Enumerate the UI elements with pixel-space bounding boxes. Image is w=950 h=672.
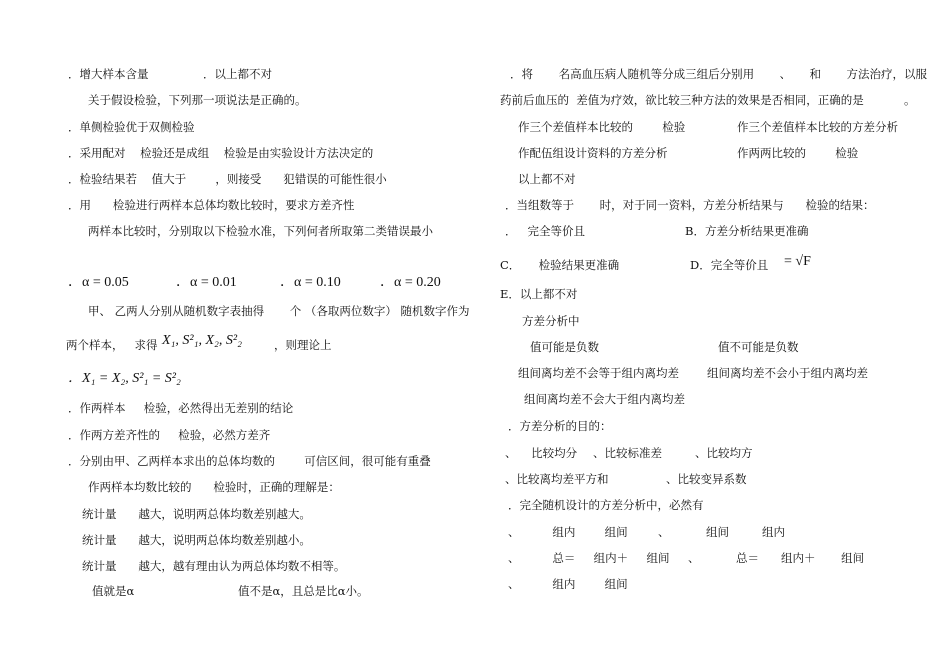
option-p-alpha: 值就是α (92, 584, 135, 598)
option-compare-ms: 、比较均方 (695, 446, 753, 460)
option-diff-test: 作三个差值样本比较的 检验 (518, 120, 686, 134)
option-p-not-alpha: 值不是α，且总是比α小。 (238, 584, 369, 598)
option-equivalent: ． 完全等价且 (505, 224, 585, 238)
option-not-greater: 组间离均差不会大于组内离均差 (524, 392, 685, 406)
question-type2-error: 两样本比较时，分别取以下检验水准，下列何者所取第二类错误最小 (88, 224, 433, 238)
option-within-between: 、 组内 组间 (508, 525, 628, 539)
option-negative: 值可能是负数 (530, 340, 599, 354)
option-none: 以上都不对 (518, 172, 576, 186)
question-crd-anova: ．完全随机设计的方差分析中，必然有 (508, 498, 704, 512)
question-mean-compare: 作两样本均数比较的 检验时，正确的理解是： (88, 480, 340, 494)
option-alpha-010: ．α = 0.10 (280, 275, 341, 290)
option-none-e: E．以上都不对 (500, 287, 578, 301)
option-compare-sd: 、比较标准差 (593, 446, 662, 460)
option-alpha-005: ．α = 0.05 (68, 275, 129, 290)
option-diff-anova: 作三个差值样本比较的方差分析 (737, 120, 898, 134)
option-stat-reason: 统计量 越大，越有理由认为两总体均数不相等。 (82, 559, 346, 573)
option-d: ．用 检验进行两样本总体均数比较时，要求方差齐性 (68, 198, 355, 212)
question-hypertension: ．将 名高血压病人随机等分成三组后分别用 、 和 方法治疗，以服 (510, 67, 928, 81)
option-increase-sample: ．增大样本含量 (68, 67, 149, 81)
option-a: ．单侧检验优于双侧检验 (68, 120, 195, 134)
option-equivalent-sqrt: D．完全等价且 (690, 258, 769, 272)
question-anova-purpose: ．方差分析的目的： (508, 419, 612, 433)
option-alpha-001: ．α = 0.01 (176, 275, 237, 290)
option-alpha-020: ．α = 0.20 (380, 275, 441, 290)
option-stat-smaller: 统计量 越大，说明两总体均数差别越小。 (82, 533, 311, 547)
option-f-test: ．作两方差齐性的 检验，必然方差齐 (68, 428, 271, 442)
option-compare-cv: 、比较变异系数 (666, 472, 747, 486)
question-random-samples: 甲、 乙两人分别从随机数字表抽得 个 （各取两位数字） 随机数字作为 (88, 304, 470, 318)
option-total-eq-a: 、 总＝ 组内＋ 组间 (508, 551, 670, 565)
option-block-anova: 作配伍组设计资料的方差分析 (518, 146, 668, 160)
option-not-less: 组间离均差不会小于组内离均差 (707, 366, 868, 380)
option-stat-larger: 统计量 越大，说明两总体均数差别越大。 (82, 507, 311, 521)
formula-sample-stats: X₁, S²₁, X₂, S²₂ (162, 333, 242, 348)
question-hypertension-cont: 药前后血压的 差值为疗效，欲比较三种方法的效果是否相同，正确的是 。 (500, 93, 916, 107)
formula-sqrt-f: = √F (784, 254, 811, 269)
option-not-equal: 组间离均差不会等于组内离均差 (518, 366, 679, 380)
option-total-eq-b: 、 总＝ 组内＋ 组间 (688, 551, 865, 565)
option-pairwise: 作两两比较的 检验 (737, 146, 859, 160)
option-t-test: ．作两样本 检验，必然得出无差别的结论 (68, 401, 294, 415)
option-formula-equal: ．X₁ = X₂, S²₁ = S²₂ (68, 371, 181, 386)
option-anova-accurate: B．方差分析结果更准确 (685, 224, 809, 238)
option-ci-overlap: ．分别由甲、乙两样本求出的总体均数的 可信区间，很可能有重叠 (68, 454, 431, 468)
option-not-negative: 值不可能是负数 (718, 340, 799, 354)
option-c: ．检验结果若 值大于 ，则接受 犯错误的可能性很小 (68, 172, 387, 186)
option-between-within: 、 组间 组内 (658, 525, 785, 539)
option-test-accurate: C． 检验结果更准确 (500, 258, 620, 272)
option-b: ．采用配对 检验还是成组 检验是由实验设计方法决定的 (68, 146, 374, 160)
option-within-between-2: 、 组内 组间 (508, 577, 628, 591)
question-line-end: ，则理论上 (274, 338, 332, 352)
option-none-above: ．以上都不对 (203, 67, 272, 81)
question-groups: ．当组数等于 时，对于同一资料，方差分析结果与 检验的结果： (505, 198, 875, 212)
option-compare-means: 、 比较均分 (505, 446, 578, 460)
question-line-cont: 两个样本， 求得 (66, 338, 158, 352)
question-hypothesis-test: 关于假设检验，下列那一项说法是正确的。 (88, 93, 307, 107)
question-anova: 方差分析中 (522, 314, 580, 328)
option-compare-ss: 、比较离均差平方和 (505, 472, 609, 486)
